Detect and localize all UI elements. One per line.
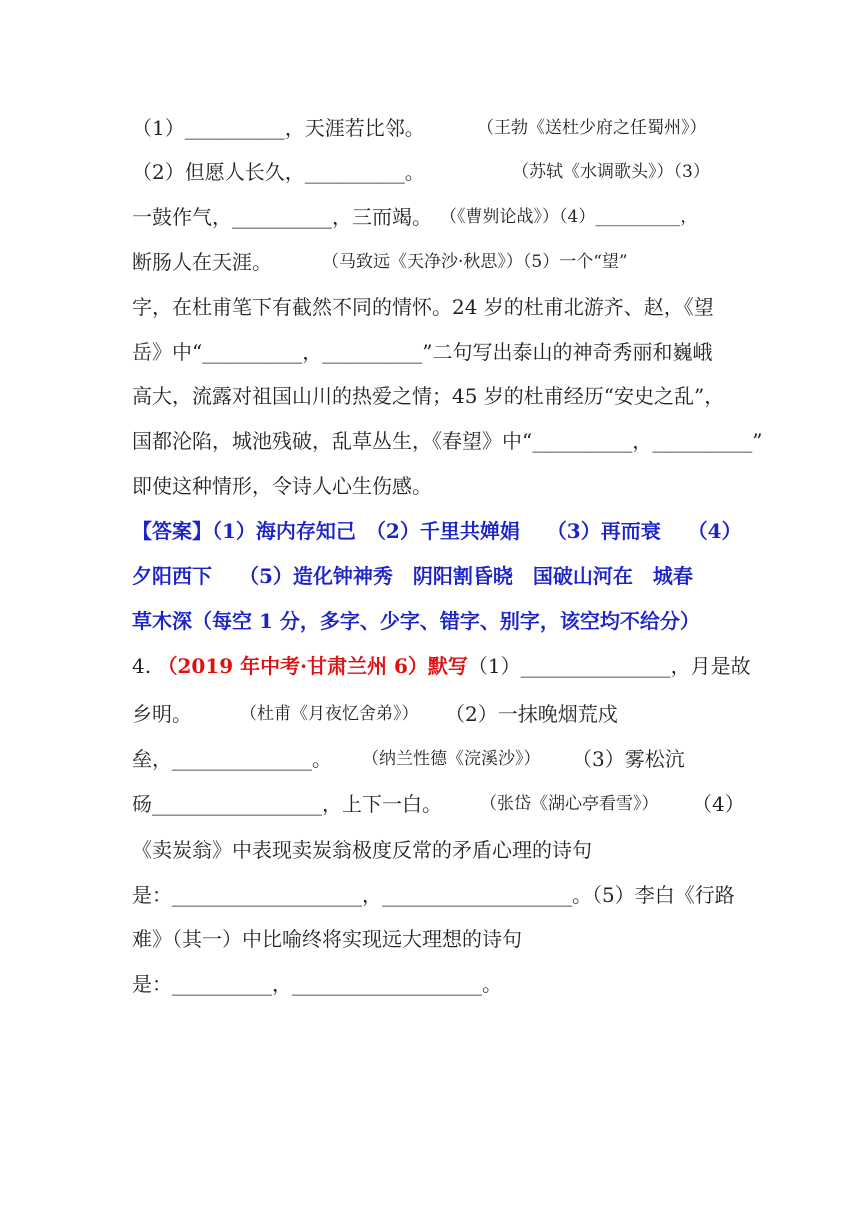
line-text: （2）但愿人长久，__________。 xyxy=(132,160,425,184)
answer-line-1: 【答案】（1）海内存知己 （2）千里共婵娟 （3）再而衰 （4） xyxy=(132,519,742,543)
text-line-2 xyxy=(132,158,732,186)
text-line-3 xyxy=(132,203,732,231)
text-line-5: 字，在杜甫笔下有截然不同的情怀。24 岁的杜甫北游齐、赵，《望 xyxy=(132,295,714,319)
line-text: （3）雾松沆 xyxy=(572,747,685,771)
question-task: 默写 xyxy=(427,654,468,678)
source-citation: （《曹刿论战》）（4）__________， xyxy=(440,207,698,227)
question-4-line-6: 是：___________________，___________________。（5）李白《行路 xyxy=(132,883,735,907)
text-line-8: 国都沦陷，城池残破，乱草丛生，《春望》中“__________，__________” xyxy=(132,429,763,453)
source-citation: （苏轼《水调歌头》）（3） xyxy=(512,162,710,182)
source-citation: （张岱《湖心亭看雪》） xyxy=(480,794,659,814)
text-line-4 xyxy=(132,248,732,276)
source-citation: （马致远《天净沙·秋思》）（5）一个“望” xyxy=(322,252,628,272)
question-4-line-3 xyxy=(132,745,732,773)
line-text: （1）__________，天涯若比邻。 xyxy=(132,116,425,140)
line-text: 一鼓作气，__________，三而竭。 xyxy=(132,205,432,229)
line-text: 砀_________________，上下一白。 xyxy=(132,792,442,816)
text-line-6: 岳》中“__________，__________”二句写出泰山的神奇秀丽和巍峨 xyxy=(132,340,713,364)
text-line-7: 高大，流露对祖国山川的热爱之情；45 岁的杜甫经历“安史之乱”， xyxy=(132,384,725,408)
answer-line-3: 草木深（每空 1 分，多字、少字、错字、别字，该空均不给分） xyxy=(132,609,700,633)
question-4-line-2 xyxy=(132,700,732,728)
text-line-9: 即使这种情形，令诗人心生伤感。 xyxy=(132,474,432,498)
source-citation: （杜甫《月夜忆舍弟》） xyxy=(240,704,419,724)
line-text: 乡明。 xyxy=(132,702,192,726)
question-4-line-1 xyxy=(132,652,751,680)
source-citation: （纳兰性德《浣溪沙》） xyxy=(362,749,541,769)
answer-line-2: 夕阳西下 （5）造化钟神秀 阴阳割昏晓 国破山河在 城春 xyxy=(132,564,693,588)
line-text: （4） xyxy=(692,792,745,816)
question-4-line-4 xyxy=(132,790,745,818)
question-4-line-7: 难》（其一）中比喻终将实现远大理想的诗句 xyxy=(132,927,522,951)
line-text: （1）_______________，月是故 xyxy=(467,654,751,678)
source-citation: （王勃《送杜少府之任蜀州》） xyxy=(477,118,707,138)
question-source-tag: （2019 年中考·甘肃兰州 6） xyxy=(157,654,428,678)
question-4-line-8: 是：__________，___________________。 xyxy=(132,972,502,996)
question-4-line-5: 《卖炭翁》中表现卖炭翁极度反常的矛盾心理的诗句 xyxy=(132,838,592,862)
text-line-1 xyxy=(132,114,732,142)
question-number: 4. xyxy=(132,654,158,678)
line-text: 断肠人在天涯。 xyxy=(132,250,272,274)
line-text: （2）一抹晚烟荒戍 xyxy=(445,702,618,726)
line-text: 垒，______________。 xyxy=(132,747,332,771)
